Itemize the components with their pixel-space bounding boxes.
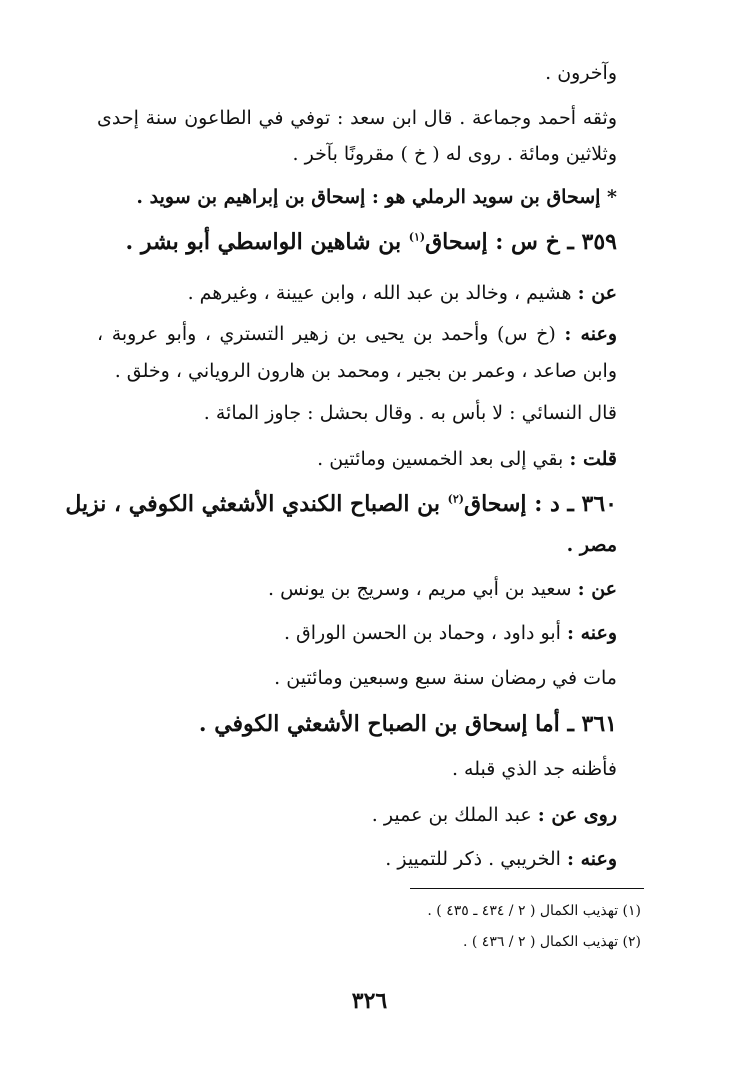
line-text: هشيم ، وخالد بن عبد الله ، وابن عيينة ، وغيرهم . [187, 282, 578, 304]
line-text: * إسحاق بن سويد الرملي هو : إسحاق بن إبراهيم بن سويد . [136, 186, 617, 208]
cross-reference-line [136, 184, 617, 210]
line-text: الخريبي . ذكر للتمييز . [385, 848, 567, 870]
line-label: قلت : [569, 448, 617, 470]
line-text: فأظنه جد الذي قبله . [451, 758, 617, 780]
text-line [385, 846, 617, 872]
text-line [567, 532, 617, 558]
entry-title: ٣٦١ ـ أما إسحاق بن الصباح الأشعثي الكوفي . [198, 711, 617, 737]
line-text: عبد الملك بن عمير . [371, 804, 538, 826]
text-line [284, 620, 617, 646]
line-text: وثقه أحمد وجماعة . قال ابن سعد : توفي في الطاعون سنة إحدى [97, 107, 617, 129]
entry-title: ٣٦٠ ـ د : إسحاق [464, 491, 617, 517]
text-line [268, 576, 617, 602]
footnote-2 [463, 932, 641, 952]
line-label: وعنه : [564, 323, 617, 345]
line-text: وآخرون . [545, 62, 617, 84]
line-text: وثلاثين ومائة . روى له ( خ ) مقرونًا بآخر . [292, 143, 617, 165]
line-text: مصر . [566, 534, 617, 556]
line-label: وعنه : [566, 848, 617, 870]
text-line [97, 105, 617, 131]
entry-heading-361 [199, 711, 617, 737]
line-text: قال النسائي : لا بأس به . وقال بحشل : جاوز المائة . [203, 402, 617, 424]
entry-title: ٣٥٩ ـ خ س : إسحاق [425, 229, 617, 255]
text-line [452, 756, 617, 782]
text-line [293, 141, 618, 167]
text-line [317, 446, 617, 472]
line-label: وعنه : [566, 622, 617, 644]
text-line [188, 280, 617, 306]
entry-title-rest: بن شاهين الواسطي أبو بشر . [125, 229, 409, 255]
footnote-marker: (١) [408, 230, 426, 244]
line-text: (خ س) وأحمد بن يحيى بن زهير التستري ، وأبو عروبة ، [97, 323, 565, 345]
line-text: بقي إلى بعد الخمسين ومائتين . [317, 448, 570, 470]
text-line [274, 665, 617, 691]
entry-heading-359 [126, 229, 617, 255]
text-line [372, 802, 617, 828]
entry-heading-360 [65, 491, 617, 517]
footnote-text: (١) تهذيب الكمال ( ٢ / ٤٣٤ ـ ٤٣٥ ) . [427, 903, 641, 919]
footnote-1 [427, 901, 641, 921]
footnote-separator [410, 888, 644, 889]
text-line [204, 400, 617, 426]
line-label: عن : [577, 578, 617, 600]
line-text: أبو داود ، وحماد بن الحسن الوراق . [283, 622, 567, 644]
text-line [545, 60, 617, 86]
line-text: مات في رمضان سنة سبع وسبعين ومائتين . [274, 667, 617, 689]
entry-title-rest: بن الصباح الكندي الأشعثي الكوفي ، نزيل [65, 491, 448, 517]
line-text: وابن صاعد ، وعمر بن بجير ، ومحمد بن هارون الروياني ، وخلق . [114, 360, 617, 382]
line-label: روى عن : [537, 804, 617, 826]
line-text: سعيد بن أبي مريم ، وسريج بن يونس . [267, 578, 578, 600]
text-line [97, 321, 617, 347]
text-line [115, 358, 617, 384]
page-number: ٣٢٦ [351, 988, 388, 1014]
line-label: عن : [577, 282, 617, 304]
footnote-marker: (٢) [447, 492, 465, 506]
footnote-text: (٢) تهذيب الكمال ( ٢ / ٤٣٦ ) . [462, 934, 641, 950]
